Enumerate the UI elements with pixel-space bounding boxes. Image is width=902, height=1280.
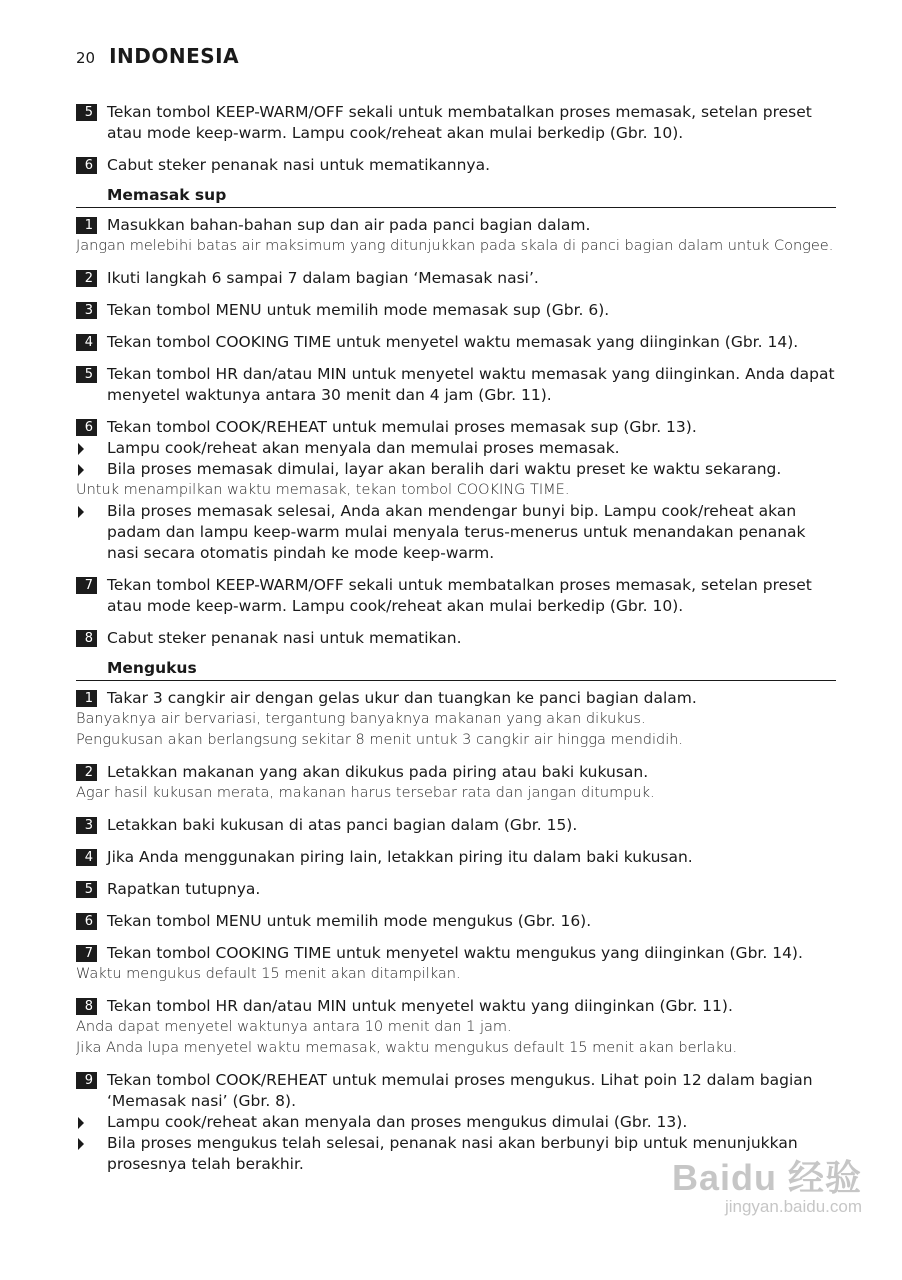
soup-step-7: [76, 575, 836, 617]
step-text: Takar 3 cangkir air dengan gelas ukur dan tuangkan ke panci bagian dalam.: [107, 689, 697, 707]
language-heading: INDONESIA: [109, 44, 240, 68]
intro-step-5: [76, 102, 836, 144]
bullet-text: Lampu cook/reheat akan menyala dan proses mengukus dimulai (Gbr. 13).: [107, 1113, 688, 1131]
steam-step-9: [76, 1070, 836, 1112]
soup-step-8: [76, 628, 836, 649]
step-text: Tekan tombol COOKING TIME untuk menyetel waktu memasak yang diinginkan (Gbr. 14).: [107, 333, 799, 351]
steam-step-2: [76, 762, 836, 783]
step-number: 2: [76, 270, 97, 287]
steam-step-6: [76, 911, 836, 932]
step-number: 3: [76, 817, 97, 834]
bullet-item: [76, 1112, 836, 1133]
step-note: Pengukusan akan berlangsung sekitar 8 menit untuk 3 cangkir air hingga mendidih.: [76, 732, 684, 748]
steam-step-8: [76, 996, 836, 1017]
bullet-arrow-icon: [78, 1117, 84, 1129]
step-number: 7: [76, 577, 97, 594]
step-text: Tekan tombol HR dan/atau MIN untuk menyetel waktu memasak yang diinginkan. Anda dapat menyetel waktunya antara 30 menit dan 4 jam (Gbr. 11).: [107, 365, 835, 404]
bullet-text: Bila proses memasak dimulai, layar akan beralih dari waktu preset ke waktu sekarang.: [107, 460, 782, 478]
bullet-text: Bila proses mengukus telah selesai, penanak nasi akan berbunyi bip untuk menunjukkan prosesnya telah berakhir.: [107, 1134, 798, 1173]
steam-step-1: [76, 688, 836, 709]
manual-content: [76, 102, 836, 1175]
step-text: Tekan tombol MENU untuk memilih mode memasak sup (Gbr. 6).: [107, 301, 610, 319]
step-text: Letakkan baki kukusan di atas panci bagian dalam (Gbr. 15).: [107, 816, 578, 834]
section-heading-steam: Mengukus: [76, 657, 836, 681]
step-number: 1: [76, 690, 97, 707]
step-text: Masukkan bahan-bahan sup dan air pada panci bagian dalam.: [107, 216, 591, 234]
bullet-item: [76, 459, 836, 480]
step-note: Banyaknya air bervariasi, tergantung banyaknya makanan yang akan dikukus.: [76, 711, 646, 727]
soup-step-4: [76, 332, 836, 353]
soup-step-5: [76, 364, 836, 406]
step-note: Jangan melebihi batas air maksimum yang ditunjukkan pada skala di panci bagian dalam untuk Congee.: [76, 238, 834, 254]
step-text: Rapatkan tutupnya.: [107, 880, 261, 898]
bullet-item: [76, 1133, 836, 1175]
bullet-text: Lampu cook/reheat akan menyala dan memulai proses memasak.: [107, 439, 620, 457]
steam-step-7: [76, 943, 836, 964]
step-text: Ikuti langkah 6 sampai 7 dalam bagian ‘Memasak nasi’.: [107, 269, 539, 287]
step-number: 9: [76, 1072, 97, 1089]
step-note: Jika Anda lupa menyetel waktu memasak, waktu mengukus default 15 menit akan berlaku.: [76, 1040, 738, 1056]
step-text: Tekan tombol MENU untuk memilih mode mengukus (Gbr. 16).: [107, 912, 592, 930]
step-number: 8: [76, 998, 97, 1015]
watermark-url: jingyan.baidu.com: [724, 1197, 862, 1216]
soup-step-2: [76, 268, 836, 289]
step-number: 3: [76, 302, 97, 319]
bullet-text: Bila proses memasak selesai, Anda akan mendengar bunyi bip. Lampu cook/reheat akan padam dan lampu keep-warm mulai menyala terus-menerus untuk menandakan penanak nasi secara otomatis pindah ke mode keep-warm.: [107, 502, 806, 562]
bullet-arrow-icon: [78, 1138, 84, 1150]
step-note: Agar hasil kukusan merata, makanan harus tersebar rata dan jangan ditumpuk.: [76, 785, 655, 801]
page-header: [76, 44, 239, 70]
bullet-item: [76, 501, 836, 564]
steam-step-4: [76, 847, 836, 868]
soup-step-3: [76, 300, 836, 321]
soup-step-6: [76, 417, 836, 438]
step-number: 4: [76, 334, 97, 351]
soup-step-1: [76, 215, 836, 236]
bullet-arrow-icon: [78, 443, 84, 455]
step-text: Tekan tombol COOKING TIME untuk menyetel waktu mengukus yang diinginkan (Gbr. 14).: [107, 944, 803, 962]
watermark-logo: Baidu 经验: [671, 1157, 862, 1198]
step-number: 5: [76, 104, 97, 121]
step-note: Anda dapat menyetel waktunya antara 10 menit dan 1 jam.: [76, 1019, 512, 1035]
step-text: Cabut steker penanak nasi untuk mematikan.: [107, 629, 462, 647]
step-text: Tekan tombol COOK/REHEAT untuk memulai proses memasak sup (Gbr. 13).: [107, 418, 697, 436]
step-number: 4: [76, 849, 97, 866]
step-number: 7: [76, 945, 97, 962]
bullet-arrow-icon: [78, 464, 84, 476]
bullet-arrow-icon: [78, 506, 84, 518]
step-number: 6: [76, 913, 97, 930]
section-heading-soup: Memasak sup: [76, 184, 836, 208]
step-number: 6: [76, 419, 97, 436]
step-note: Untuk menampilkan waktu memasak, tekan tombol COOKING TIME.: [76, 482, 570, 498]
step-text: Letakkan makanan yang akan dikukus pada piring atau baki kukusan.: [107, 763, 649, 781]
step-text: Tekan tombol HR dan/atau MIN untuk menyetel waktu yang diinginkan (Gbr. 11).: [107, 997, 733, 1015]
step-number: 2: [76, 764, 97, 781]
step-number: 5: [76, 366, 97, 383]
step-number: 8: [76, 630, 97, 647]
step-number: 6: [76, 157, 97, 174]
step-text: Cabut steker penanak nasi untuk mematikannya.: [107, 156, 491, 174]
page-number: 20: [76, 49, 96, 67]
step-text: Tekan tombol KEEP-WARM/OFF sekali untuk membatalkan proses memasak, setelan preset atau mode keep-warm. Lampu cook/reheat akan mulai berkedip (Gbr. 10).: [107, 576, 812, 615]
step-text: Tekan tombol KEEP-WARM/OFF sekali untuk membatalkan proses memasak, setelan preset atau mode keep-warm. Lampu cook/reheat akan mulai berkedip (Gbr. 10).: [107, 103, 812, 142]
step-note: Waktu mengukus default 15 menit akan ditampilkan.: [76, 966, 461, 982]
intro-step-6: [76, 155, 836, 176]
step-number: 5: [76, 881, 97, 898]
step-number: 1: [76, 217, 97, 234]
steam-step-5: [76, 879, 836, 900]
step-text: Jika Anda menggunakan piring lain, letakkan piring itu dalam baki kukusan.: [107, 848, 693, 866]
step-text: Tekan tombol COOK/REHEAT untuk memulai proses mengukus. Lihat poin 12 dalam bagian ‘Memasak nasi’ (Gbr. 8).: [107, 1071, 813, 1110]
bullet-item: [76, 438, 836, 459]
steam-step-3: [76, 815, 836, 836]
